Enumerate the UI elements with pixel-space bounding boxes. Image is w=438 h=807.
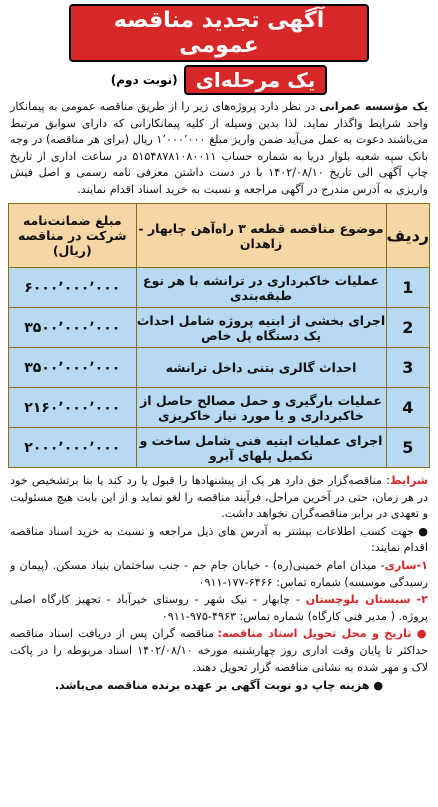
row-amount: ۶۰۰۰٬۰۰۰٬۰۰۰	[9, 268, 137, 308]
delivery-label: ● تاریخ و محل تحویل اسناد مناقصه:	[217, 627, 428, 641]
address-sistan-text: - چابهار - نیک شهر - روستای خیرآباد - تجهیز کارگاه اصلی پروژه. ( مدیر فنی کارگاه) شماره تماس: ۴۹۶۳-۹۷۵-۰۹۱۱	[10, 593, 428, 623]
table-row	[9, 308, 430, 348]
table-row	[9, 388, 430, 428]
conditions-label: شرایط	[390, 474, 428, 487]
organization-name: یک مؤسسه عمرانی	[319, 100, 428, 113]
address-sari	[10, 558, 428, 591]
address-sistan	[10, 592, 428, 625]
intro-paragraph	[8, 99, 430, 198]
row-amount: ۲۱۶۰٬۰۰۰٬۰۰۰	[9, 388, 137, 428]
header-guarantee-amount: مبلغ ضمانت‌نامه شرکت در مناقصه (ریال)	[9, 204, 137, 268]
address-sari-text: - میدان امام خمینی(ره) - خیابان جام جم - جنب ساختمان بنیاد مسکن. (پیمان و رسیدگی موسسه) شماره تماس: ۶۴۶۶-۱۷۷-۰۹۱۱	[10, 558, 428, 589]
notice-subtitle: یک مرحله‌ای	[184, 65, 328, 95]
row-amount: ۳۵۰۰٬۰۰۰٬۰۰۰	[9, 308, 137, 348]
info-paragraph: ● جهت کسب اطلاعات بیشتر به آدرس های ذیل مراجعه و نسبت به خرید اسناد مناقصه اقدام نمایند:	[10, 524, 428, 555]
cost-note: ● هزینه چاپ دو نوبت آگهی بر عهده برنده مناقصه می‌باشد.	[54, 679, 384, 693]
table-header-row	[9, 204, 430, 268]
row-number: 4	[386, 388, 429, 428]
address-sistan-label: ۲- سیستان بلوچستان	[305, 593, 428, 607]
delivery-paragraph	[10, 626, 428, 676]
row-number: 1	[386, 268, 429, 308]
table-row	[9, 428, 430, 468]
intro-text: در نظر دارد پروژه‌های زیر را از طریق مناقصه عمومی به پیمانکار واجد شرایط واگذار نماید. لذا بدین وسیله از کلیه پیمانکارانی که دارای سوابق مرتبط می‌باشند دعوت به عمل می‌آید ضمن واریز مبلغ ۱٬۰۰۰٬۰۰۰ ریال (برای هر مناقصه) در وجه بانک سپه شعبه بلوار دریا به شماره حساب ۵۱۵۴۸۷۸۱۰۸۰۰۱۱ در ساعت اداری از تاریخ چاپ آگهی الی تاریخ ۱۴۰۲/۰۸/۱۰ با در دست داشتن معرفی نامه رسمی و اصل فیش واریزی به آدرس مندرج در آگهی مراجعه و نسبت به خرید اسناد اقدام نمایند.	[10, 100, 429, 196]
row-number: 3	[386, 348, 429, 388]
row-number: 5	[386, 428, 429, 468]
row-subject: عملیات خاکبرداری در ترانشه با هر نوع طبقه‌بندی	[136, 268, 386, 308]
row-subject: اجرای بخشی از ابنیه پروژه شامل احداث یک دستگاه پل خاص	[136, 308, 386, 348]
round-badge: (نوبت دوم)	[110, 73, 178, 87]
table-row	[9, 348, 430, 388]
table-row	[9, 268, 430, 308]
header-subject: موضوع مناقصه قطعه ۳ راه‌آهن چابهار - زاهدان	[136, 204, 386, 268]
row-subject: احداث گالری بتنی داخل ترانشه	[136, 348, 386, 388]
row-amount: ۳۵۰۰٬۰۰۰٬۰۰۰	[9, 348, 137, 388]
delivery-text: مناقصه گران پس از دریافت اسناد مناقصه حداکثر تا پایان وقت اداری روز چهارشنبه مورخه ۱۴۰۲/۰۸/۱۰ اسناد مربوطه را در پاکت لاک و مهر شده به نشانی مناقصه گزار تحویل دهند.	[10, 627, 428, 674]
header-row-number: ردیف	[386, 204, 429, 268]
notice-header	[69, 4, 369, 95]
conditions-text: : مناقصه‌گزار حق دارد هر یک از پیشنهادها را قبول یا رد کند یا بنا برتشخیص خود در هر زمان، حتی در آخرین مراحل، فرآیند مناقصه را لغو نماید و از این بابت هیچ مسئولیت و تعهدی در برابر مناقصه‌گران نخواهد داشت.	[10, 474, 428, 521]
notice-title: آگهی تجدید مناقصه عمومی	[69, 4, 369, 62]
conditions-paragraph	[10, 473, 428, 523]
address-sari-label: ۱-ساری	[384, 558, 428, 572]
row-number: 2	[386, 308, 429, 348]
row-subject: اجرای عملیات ابنیه فنی شامل ساخت و تکمیل پلهای آبرو	[136, 428, 386, 468]
row-amount: ۲۰۰۰٬۰۰۰٬۰۰۰	[9, 428, 137, 468]
row-subject: عملیات بارگیری و حمل مصالح حاصل از خاکبرداری و یا مورد نیاز خاکریزی	[136, 388, 386, 428]
notes-section	[8, 473, 430, 695]
tender-table	[8, 203, 430, 468]
